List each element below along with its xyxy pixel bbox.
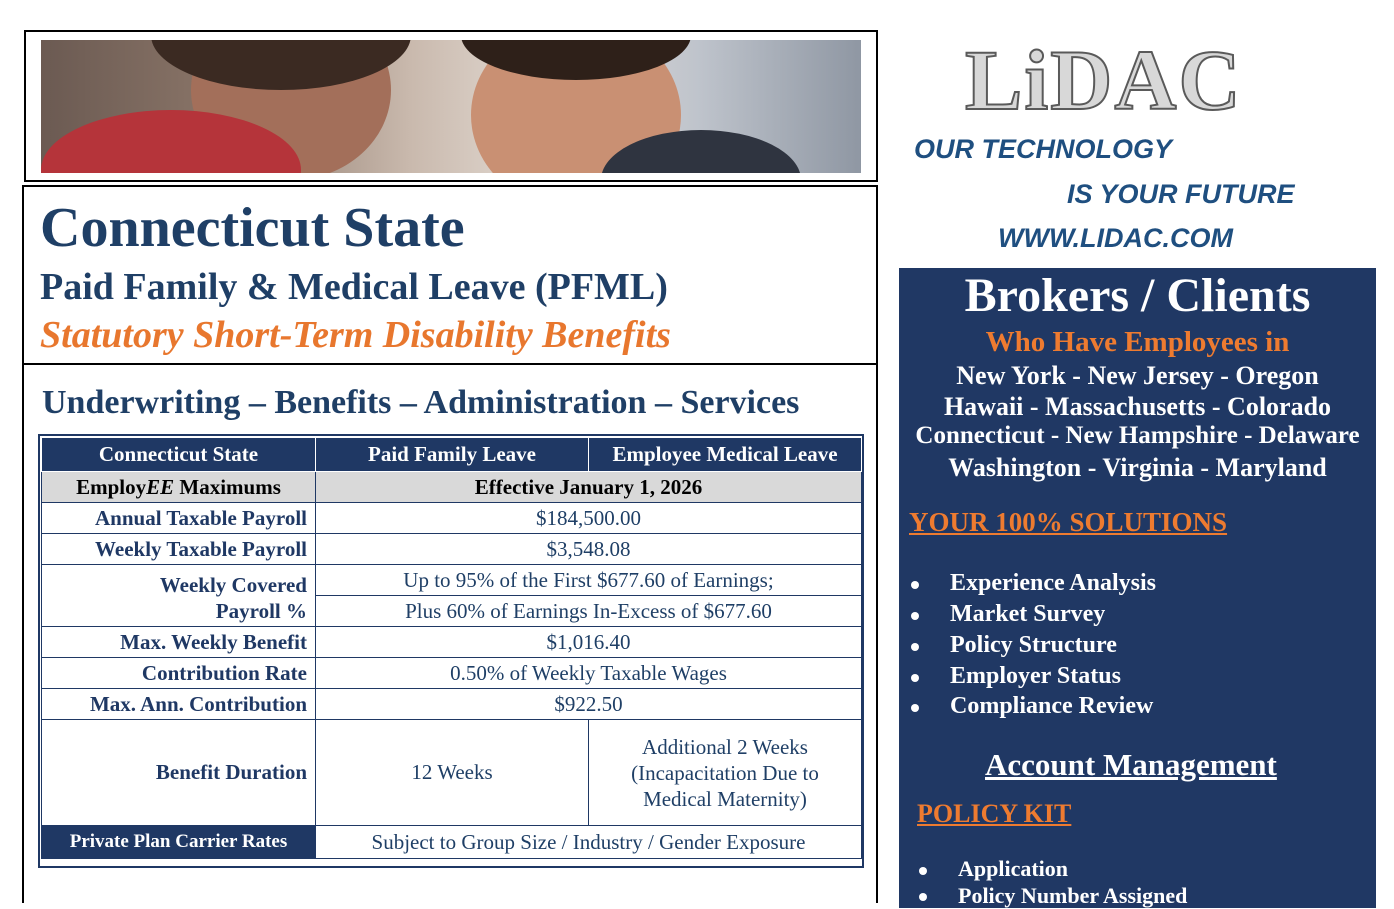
list-item: Compliance Review — [950, 693, 1154, 719]
row-label: Contribution Rate — [42, 658, 316, 689]
table-row — [42, 826, 862, 859]
list-item: Employer Status — [950, 663, 1121, 689]
states-line: Washington - Virginia - Maryland — [948, 453, 1327, 482]
table-row — [42, 627, 862, 658]
page-subtitle: Paid Family & Medical Leave (PFML) — [40, 266, 668, 308]
bullet-icon — [919, 893, 927, 901]
row-label: Annual Taxable Payroll — [42, 503, 316, 534]
page-subtitle-secondary: Statutory Short-Term Disability Benefits — [40, 314, 671, 356]
list-item: Policy Number Assigned — [958, 883, 1188, 908]
table-row — [42, 503, 862, 534]
table-row — [42, 720, 862, 826]
header-pfl: Paid Family Leave — [316, 438, 589, 472]
table-row — [42, 689, 862, 720]
bullet-icon — [911, 612, 919, 620]
row-label: Private Plan Carrier Rates — [42, 826, 316, 859]
row-value: $184,500.00 — [316, 503, 862, 534]
list-item: Market Survey — [950, 601, 1106, 627]
list-item: Experience Analysis — [950, 570, 1157, 596]
subheader-maximums: EmployEE Maximums — [42, 472, 316, 503]
table-row — [42, 565, 862, 596]
list-item: Policy Structure — [950, 632, 1117, 658]
bullet-icon — [911, 643, 919, 651]
row-label: Max. Ann. Contribution — [42, 689, 316, 720]
row-value: $922.50 — [316, 689, 862, 720]
row-value: 0.50% of Weekly Taxable Wages — [316, 658, 862, 689]
row-value-eml: Additional 2 Weeks (Incapacitation Due to Medical Maternity) — [589, 720, 862, 826]
website-link[interactable]: WWW.LIDAC.COM — [998, 223, 1233, 253]
benefits-table — [41, 437, 862, 859]
states-line: New York - New Jersey - Oregon — [956, 361, 1319, 390]
row-value: $1,016.40 — [316, 627, 862, 658]
row-value: Up to 95% of the First $677.60 of Earnings; — [316, 565, 862, 596]
tagline-line2: IS YOUR FUTURE — [1067, 179, 1295, 209]
states-line: Hawaii - Massachusetts - Colorado — [943, 392, 1332, 421]
table-row — [42, 658, 862, 689]
list-item: Application — [958, 856, 1069, 881]
subheader-effective-date: Effective January 1, 2026 — [316, 472, 862, 503]
bullet-icon — [919, 867, 927, 875]
lidac-logo: LiDAC — [965, 32, 1243, 128]
header-state: Connecticut State — [42, 438, 316, 472]
services-heading: Underwriting – Benefits – Administration – Services — [42, 384, 800, 421]
bullet-icon — [911, 704, 919, 712]
bullet-icon — [911, 674, 919, 682]
table-row — [42, 534, 862, 565]
page-title: Connecticut State — [40, 197, 465, 259]
bullet-icon — [911, 581, 919, 589]
row-label: Weekly Taxable Payroll — [42, 534, 316, 565]
row-value-pfl: 12 Weeks — [316, 720, 589, 826]
row-label: Benefit Duration — [42, 720, 316, 826]
account-management-heading[interactable]: Account Management — [985, 747, 1277, 782]
solutions-heading[interactable]: YOUR 100% SOLUTIONS — [909, 507, 1228, 537]
row-label: Weekly Covered Payroll % — [42, 565, 316, 627]
row-value: Plus 60% of Earnings In-Excess of $677.60 — [316, 596, 862, 627]
banner-photo — [41, 40, 861, 173]
panel-heading: Brokers / Clients — [964, 269, 1311, 322]
states-line: Connecticut - New Hampshire - Delaware — [915, 422, 1360, 449]
tagline-line1: OUR TECHNOLOGY — [914, 134, 1173, 164]
row-value: Subject to Group Size / Industry / Gender Exposure — [316, 826, 862, 859]
table-subheader-row — [42, 472, 862, 503]
header-eml: Employee Medical Leave — [589, 438, 862, 472]
row-value: $3,548.08 — [316, 534, 862, 565]
panel-subheading: Who Have Employees in — [985, 326, 1290, 358]
policy-kit-heading[interactable]: POLICY KIT — [917, 799, 1072, 828]
row-label: Max. Weekly Benefit — [42, 627, 316, 658]
table-header-row — [42, 438, 862, 472]
